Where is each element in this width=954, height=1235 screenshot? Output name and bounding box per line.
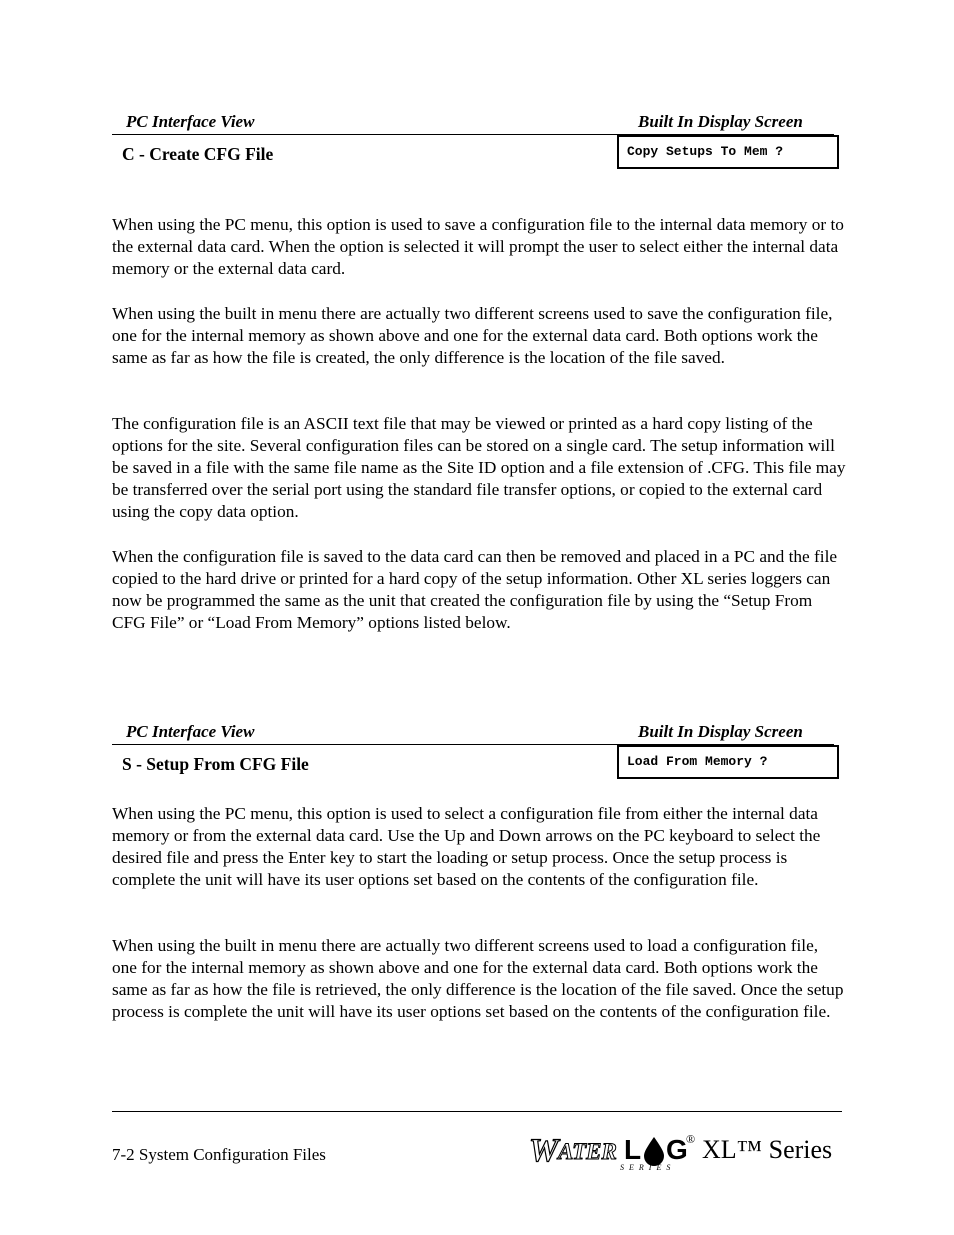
built-in-display-label: Built In Display Screen bbox=[638, 112, 803, 131]
built-in-display-label: Built In Display Screen bbox=[638, 722, 803, 741]
paragraph: When using the built in menu there are actually two different screens used to load a configuration file, one for the internal memory as shown above and one for the external data card. Both options work the same as far as how the file is retrieved, the only difference is the location of the file saved. Once the setup process is complete the unit will have its user options set based on the contents of the configuration file. bbox=[112, 936, 844, 1021]
create-cfg-option: C - Create CFG File bbox=[122, 144, 274, 164]
paragraph: When using the built in menu there are actually two different screens used to save the configuration file, one for the internal memory as shown above and one for the external data card. Both options work the same as far as how the file is created, the only difference is the location of the file saved. bbox=[112, 304, 833, 367]
section1-header bbox=[112, 112, 834, 135]
xl-series-brand: XL™ Series bbox=[702, 1135, 833, 1164]
paragraph: The configuration file is an ASCII text file that may be viewed or printed as a hard copy listing of the options for the site. Several configuration files can be stored on a single card. The setup information will be saved in a file with the same file name as the Site ID option and a file extension of .CFG. This file may be transferred over the serial port using the standard file transfer options, or copied to the external card using the copy data option. bbox=[112, 414, 846, 521]
logo-g: G bbox=[666, 1134, 688, 1165]
water-drop-icon bbox=[644, 1137, 664, 1166]
logo-w: W bbox=[529, 1133, 559, 1169]
footer-divider bbox=[112, 1111, 842, 1112]
registered-mark: ® bbox=[686, 1132, 696, 1146]
paragraph: When using the PC menu, this option is used to select a configuration file from either the internal data memory or from the external data card. Use the Up and Down arrows on the PC keyboard to select the desired file and press the Enter key to start the loading or setup process. Once the setup process is complete the unit will have its user options set based on the contents of the configuration file. bbox=[112, 804, 821, 889]
display-screen-copy-setups: Copy Setups To Mem ? bbox=[617, 135, 839, 169]
section2-header bbox=[112, 722, 834, 745]
pc-interface-view-label: PC Interface View bbox=[126, 722, 255, 741]
paragraph: When the configuration file is saved to the data card can then be removed and placed in a PC and the file copied to the hard drive or printed for a hard copy of the setup information. Other XL series loggers can now be programmed the same as the unit that created the configuration file by using the “Setup From CFG File” or “Load From Memory” options listed below. bbox=[112, 547, 838, 632]
setup-from-cfg-option: S - Setup From CFG File bbox=[122, 754, 309, 774]
display-screen-load-from-memory: Load From Memory ? bbox=[617, 745, 839, 779]
logo-series: SERIES bbox=[620, 1163, 676, 1172]
logo-l: L bbox=[624, 1134, 642, 1165]
pc-interface-view-label: PC Interface View bbox=[126, 112, 255, 131]
page-label: 7-2 System Configuration Files bbox=[112, 1145, 326, 1164]
logo-ater: ATER bbox=[558, 1139, 617, 1164]
paragraph: When using the PC menu, this option is used to save a configuration file to the internal data memory or to the external data card. When the option is selected it will prompt the user to select either the internal data memory or the external data card. bbox=[112, 215, 844, 278]
waterlog-logo bbox=[528, 1128, 698, 1172]
